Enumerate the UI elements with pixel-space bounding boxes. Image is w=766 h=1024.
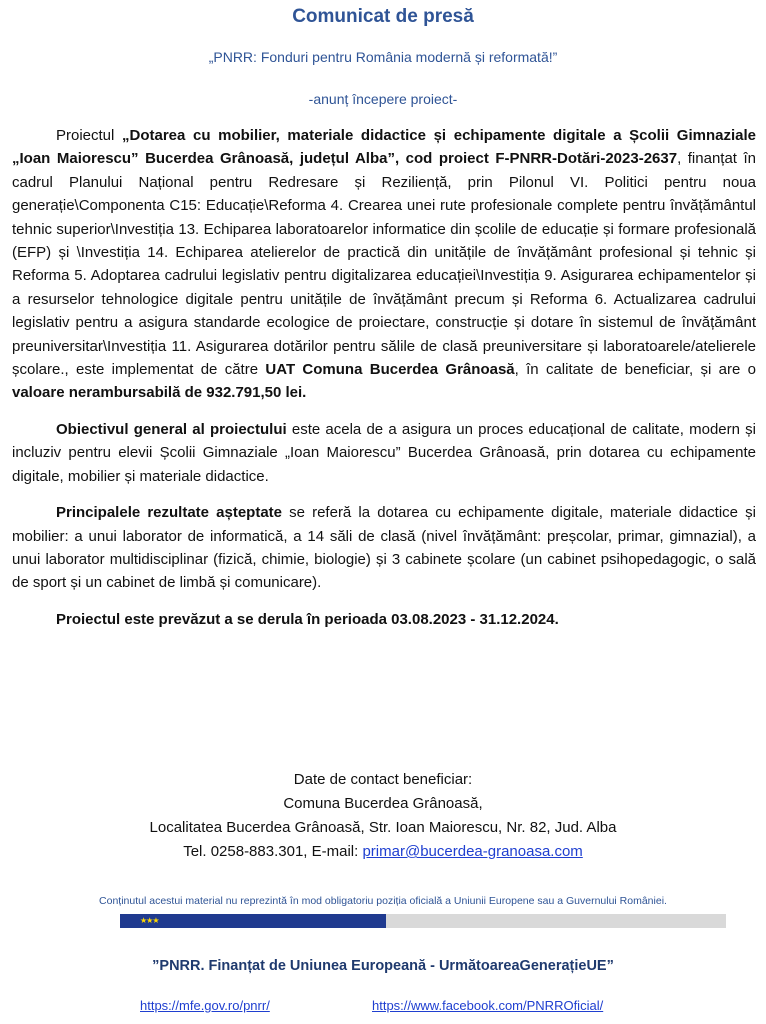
page-subtitle: „PNRR: Fonduri pentru România modernă și reformată!” [208,49,558,65]
footer-links [0,998,766,1018]
project-title: „Dotarea cu mobilier, materiale didactice și echipamente digitale a Școlii Gimnaziale „Ioan Maiorescu” Bucerdea Grânoasă, județul Alba”, cod proiect F-PNRR-Dotări-2023-2637 [12,127,757,168]
footer-slogan: ”PNRR. Finanțat de Uniunea Europeană - UrmătoareaGenerațieUE” [152,958,614,974]
contact-block [0,768,766,864]
email-link[interactable]: primar@bucerdea-granoasa.com [362,843,583,860]
announcement-label: -anunț începere proiect- [308,91,458,107]
contact-phone: Tel. 0258-883.301, E-mail: [183,843,363,860]
paragraph-objective [12,418,756,488]
paragraph-results [12,501,756,595]
text-segment: este acela de a asigura un proces educațional de calitate, modern și incluziv pentru elevii Școlii Gimnaziale „Ioan Maiorescu” Bucerdea Grânoasă, prin dotarea cu echipamente digitale, mobilier și materiale didactice. [12,420,756,485]
disclaimer-text: Conținutul acestui material nu reprezintă în mod obligatoriu poziția oficială a Uniunii Europene sau a Guvernului României. [99,895,667,907]
grant-value: valoare nerambursabilă de 932.791,50 lei. [12,384,307,402]
text-segment: Proiectul [56,127,122,144]
text-segment: se referă la dotarea cu echipamente digitale, materiale didactice și mobilier: a unui laborator de informatică, a 14 săli de clasă (nivel învățământ: preșcolar, primar, gimnazial), a unui laborator multidisciplinar (fizică, chimie, biologie) și 3 cabinete școlare (un cabinet psihopedagogic, o sală de sport și un cabinet de limbă și comunicare). [12,504,756,592]
facebook-page-link[interactable]: https://www.facebook.com/PNRROficial/ [372,998,604,1013]
text-segment: , în calitate de beneficiar, și are o [514,361,757,379]
contact-address: Localitatea Bucerdea Grânoasă, Str. Ioan Maiorescu, Nr. 82, Jud. Alba [149,819,617,836]
press-release-body [12,124,756,644]
page-title: Comunicat de presă [292,6,474,27]
contact-heading: Date de contact beneficiar: [293,771,473,788]
paragraph-project-description [12,124,756,405]
contact-name: Comuna Bucerdea Grânoasă, [283,795,483,812]
stripe-blue-segment [120,914,386,928]
project-period: Proiectul este prevăzut a se derula în perioada 03.08.2023 - 31.12.2024. [56,610,559,628]
stripe-grey-segment [386,914,726,928]
contact-phone-email [0,840,766,864]
results-label: Principalele rezultate așteptate [56,504,282,522]
text-segment: , finanțat în cadrul Planului Național pentru Redresare și Reziliență, prin Pilonul VI. Politici pentru noua generație\Componenta C15: Educație\Reforma 4. Crearea unei rute profesionale complete pentru învățământul tehnic superior\Investiția 13. Echiparea laboratoarelor informatice din școlile de educație și formare profesională (EFP) și \Investiția 14. Echiparea atelierelor de practică din unitățile de învățământ profesional și tehnic și Reforma 5. Adoptarea cadrului legislativ pentru digitalizarea educației\Investiția 9. Asigurarea echipamentelor și a resurselor tehnologice digitale pentru unitățile de învățământ precum și Reforma 6. Actualizarea cadrului legislativ pentru a asigura standarde ecologice de proiectare, construcție și dotare în sistemul de învățământ preuniversitar\Investiția 11. Asigurarea dotărilor pentru sălile de clasă preuniversitare și laboratoarele/atelierele școlare., este implementat de către [12,150,756,379]
eu-stars-icon: ★★★ [140,916,159,925]
objective-label: Obiectivul general al proiectului [56,420,287,438]
mfe-website-link[interactable]: https://mfe.gov.ro/pnrr/ [140,998,270,1013]
eu-stripe-banner [120,914,726,928]
beneficiary-name: UAT Comuna Bucerdea Grânoasă [265,361,515,379]
paragraph-period [12,608,756,631]
